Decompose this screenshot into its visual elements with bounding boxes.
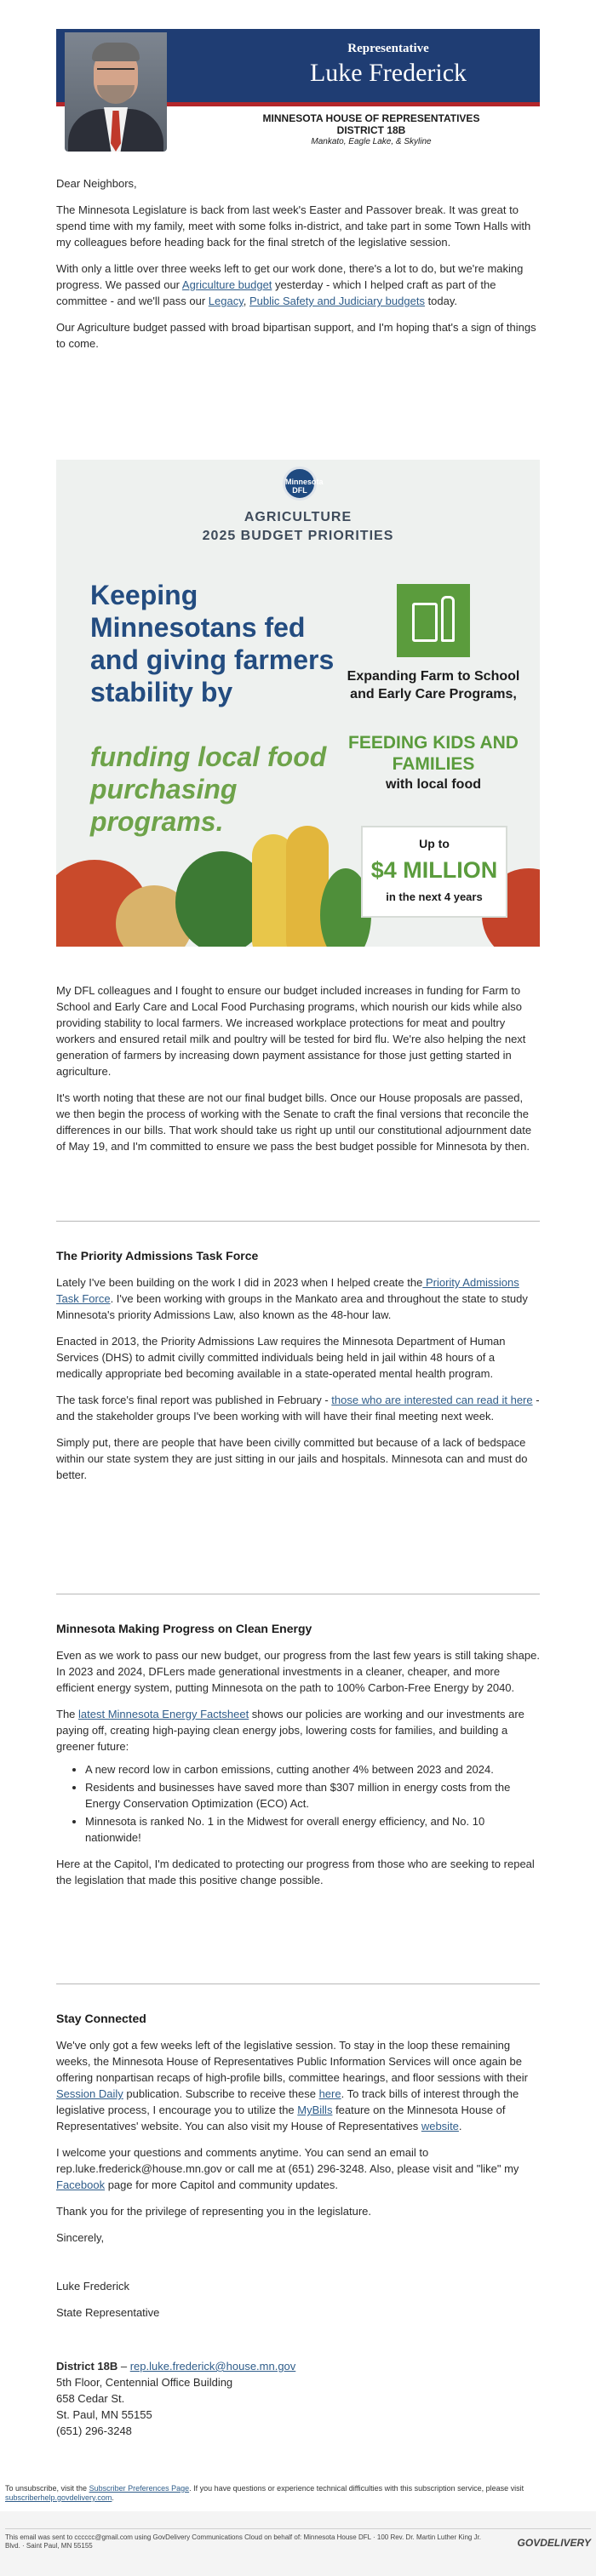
- agriculture-budget-link[interactable]: Agriculture budget: [181, 278, 272, 291]
- contact-address-2: 658 Cedar St.: [56, 2392, 125, 2405]
- intro-paragraph-2: With only a little over three weeks left to get our work done, there's a lot to do, but we're making progress. We passed our Agriculture budget yesterday - which I helped craft as part of the committee - and we'll pass our Legacy, Public Safety and Judiciary budgets today.: [56, 262, 524, 307]
- priority-paragraph-1: Lately I've been building on the work I did in 2023 when I helped create the Priority Admissions Task Force. I've been working with groups in the Mankato area and throughout the state to study Minnesota's priority Admissions Law, also known as the 48-hour law.: [56, 1276, 528, 1321]
- house-website-link[interactable]: website: [421, 2120, 459, 2132]
- priority-paragraph-4: Simply put, there are people that have been civilly committed but because of a lack of bedspace within our state system they are just sitting in our jails and hospitals. Minnesota can and must do better.: [56, 1436, 528, 1481]
- task-force-link[interactable]: Priority Admissions Task Force: [56, 1276, 519, 1305]
- subscriber-help-link[interactable]: subscriberhelp.govdelivery.com: [5, 2493, 112, 2502]
- graphic-keeping-text: Keeping Minnesotans fed and giving farmers stability by: [90, 580, 335, 707]
- grocery-icon: [397, 584, 470, 657]
- subscribe-here-link[interactable]: here: [318, 2087, 341, 2100]
- contact-address-1: 5th Floor, Centennial Office Building: [56, 2376, 233, 2389]
- intro-paragraph-3: Our Agriculture budget passed with broad bipartisan support, and I'm hoping that's a sign of things to come.: [56, 321, 536, 350]
- list-item: • Residents and businesses have saved more than $307 million in energy costs from the Energy Conservation Optimization (ECO) Act.: [85, 1779, 540, 1812]
- graphic-expanding-text: Expanding Farm to School and Early Care Programs,: [347, 669, 520, 701]
- priority-heading: The Priority Admissions Task Force: [56, 1249, 259, 1262]
- contact-district: District 18B: [56, 2360, 118, 2373]
- greeting: Dear Neighbors,: [56, 177, 137, 190]
- graphic-title-line2: 2025 BUDGET PRIORITIES: [202, 529, 394, 543]
- connected-section: [56, 2011, 540, 2321]
- amount-upto: Up to: [419, 837, 450, 850]
- public-safety-judiciary-link[interactable]: Public Safety and Judiciary budgets: [249, 295, 425, 307]
- graphic-local-text: with local food: [386, 777, 481, 792]
- priority-paragraph-2: Enacted in 2013, the Priority Admissions Law requires the Minnesota Department of Human Services (DHS) to admit civilly committed individuals being held in jail within 48 hours of a medically appropriate bed becoming available in a state-operated mental health program.: [56, 1335, 506, 1380]
- contact-block: [56, 2358, 540, 2439]
- session-daily-link[interactable]: Session Daily: [56, 2087, 123, 2100]
- budget-paragraph-2: It's worth noting that these are not our final budget bills. Once our House proposals are passed, we then begin the process of working with the Senate to craft the final versions that reconcile the differences in our bills. That work should take us right up until our constitutional adjournment date of May 19, and I'm committed to ensure we pass the best budget possible for Minnesota by then.: [56, 1091, 532, 1153]
- footer-sent-note: This email was sent to cccccc@gmail.com using GovDelivery Communications Cloud on behalf of: Minnesota House DFL · 100 Rev. Dr. Martin Luther King Jr. Blvd. · Saint Paul, MN 55155: [5, 2533, 482, 2550]
- contact-phone: (651) 296-3248: [56, 2424, 132, 2437]
- intro-paragraph-1: The Minnesota Legislature is back from last week's Easter and Passover break. It was great to spend time with my family, meet with some folks in-district, and take part in some Town Halls with my colleagues before heading back for the final stretch of the legislative session.: [56, 203, 531, 249]
- priority-section: [56, 1248, 540, 1483]
- house-name: MINNESOTA HOUSE OF REPRESENTATIVES: [262, 112, 480, 124]
- subscriber-preferences-link[interactable]: Subscriber Preferences Page: [89, 2484, 190, 2493]
- energy-bullets: [85, 1761, 540, 1846]
- amount-value: $4 MILLION: [370, 857, 498, 883]
- graphic-funding-text: funding local food purchasing programs.: [90, 741, 327, 837]
- energy-paragraph-3: Here at the Capitol, I'm dedicated to protecting our progress from those who are seeking to repeal the legislation that made this positive change possible.: [56, 1858, 535, 1886]
- representative-portrait: [65, 32, 167, 152]
- budget-section: [56, 982, 540, 1154]
- signature-title: State Representative: [56, 2306, 160, 2319]
- connected-paragraph-2: I welcome your questions and comments anytime. You can send an email to rep.luke.frederick@house.mn.gov or call me at (651) 296-3248. Also, please visit and "like" my Facebook page for more Capitol and community updates.: [56, 2146, 519, 2191]
- legacy-link[interactable]: Legacy: [208, 295, 244, 307]
- energy-factsheet-link[interactable]: latest Minnesota Energy Factsheet: [78, 1708, 249, 1720]
- signature-name: Luke Frederick: [56, 2280, 129, 2293]
- list-item: • A new record low in carbon emissions, cutting another 4% between 2023 and 2024.: [85, 1761, 540, 1777]
- district-towns: Mankato, Eagle Lake, & Skyline: [311, 137, 432, 146]
- agriculture-budget-graphic: [56, 460, 540, 947]
- contact-address-3: St. Paul, MN 55155: [56, 2408, 152, 2421]
- connected-paragraph-3: Thank you for the privilege of representing you in the legislature.: [56, 2205, 371, 2218]
- contact-email-link[interactable]: rep.luke.frederick@house.mn.gov: [129, 2360, 296, 2373]
- rep-label: Representative: [347, 42, 429, 55]
- graphic-title-line1: AGRICULTURE: [244, 510, 352, 524]
- energy-paragraph-2: The latest Minnesota Energy Factsheet shows our policies are working and our investments are paying off, creating high-paying clean energy jobs, lowering costs for families, and building a greener future:: [56, 1708, 524, 1753]
- unsubscribe-note: To unsubscribe, visit the Subscriber Preferences Page. If you have questions or experience technical difficulties with this subscription service, please visit subscriberhelp.govdelivery.com.: [5, 2484, 524, 2502]
- energy-paragraph-1: Even as we work to pass our new budget, our progress from the last few years is still taking shape. In 2023 and 2024, DFLers made generational investments in a cleaner, cheaper, and more efficient energy system, putting Minnesota on the path to 100% Carbon-Free Energy by 2040.: [56, 1649, 540, 1694]
- list-item: • Minnesota is ranked No. 1 in the Midwest for overall energy efficiency, and No. 10 nationwide!: [85, 1813, 540, 1846]
- footer-divider: [5, 2528, 591, 2529]
- divider: [56, 1221, 540, 1222]
- priority-paragraph-3: The task force's final report was published in February - those who are interested can read it here - and the stakeholder groups I've been working with will have their final meeting next week.: [56, 1394, 540, 1423]
- connected-paragraph-1: We've only got a few weeks left of the legislative session. To stay in the loop these remaining weeks, the Minnesota House of Representatives Public Information Services will once again be offering nonpartisan recaps of high-profile bills, committee hearings, and floor sessions with their Session Daily publication. Subscribe to receive these here. To track bills of interest through the legislative process, I encourage you to utilize the MyBills feature on the Minnesota House of Representatives' website. You can also visit my House of Representatives website.: [56, 2039, 528, 2132]
- energy-section: [56, 1621, 540, 1888]
- budget-paragraph-1: My DFL colleagues and I fought to ensure our budget included increases in funding for Farm to School and Early Care and Local Food Purchasing programs, which nourish our kids while also providing stability to local farmers. We increased workplace protections for meat and poultry workers and ensured retail milk and poultry will be tested for bird flu. We're also helping the next generation of farmers by increasing down payment assistance for those just getting started in agriculture.: [56, 984, 526, 1078]
- header-banner: [56, 29, 540, 155]
- govdelivery-logo[interactable]: GOVDELIVERY: [517, 2537, 591, 2549]
- dfl-badge: Minnesota DFL: [283, 467, 317, 501]
- contact-line-district: District 18B – rep.luke.frederick@house.mn.gov: [56, 2360, 296, 2373]
- mybills-link[interactable]: MyBills: [297, 2104, 333, 2116]
- footer-bar: [0, 2511, 596, 2576]
- sincerely: Sincerely,: [56, 2231, 105, 2244]
- district-name: DISTRICT 18B: [336, 124, 406, 136]
- connected-heading: Stay Connected: [56, 2012, 146, 2025]
- energy-heading: Minnesota Making Progress on Clean Energy: [56, 1622, 312, 1635]
- intro-section: [56, 175, 540, 352]
- amount-box: [361, 826, 507, 918]
- task-force-report-link[interactable]: those who are interested can read it here: [331, 1394, 533, 1406]
- graphic-feeding-text: FEEDING KIDS AND FAMILIES: [348, 733, 519, 774]
- rep-name: Luke Frederick: [309, 59, 467, 87]
- facebook-link[interactable]: Facebook: [56, 2178, 106, 2191]
- amount-years: in the next 4 years: [386, 890, 483, 903]
